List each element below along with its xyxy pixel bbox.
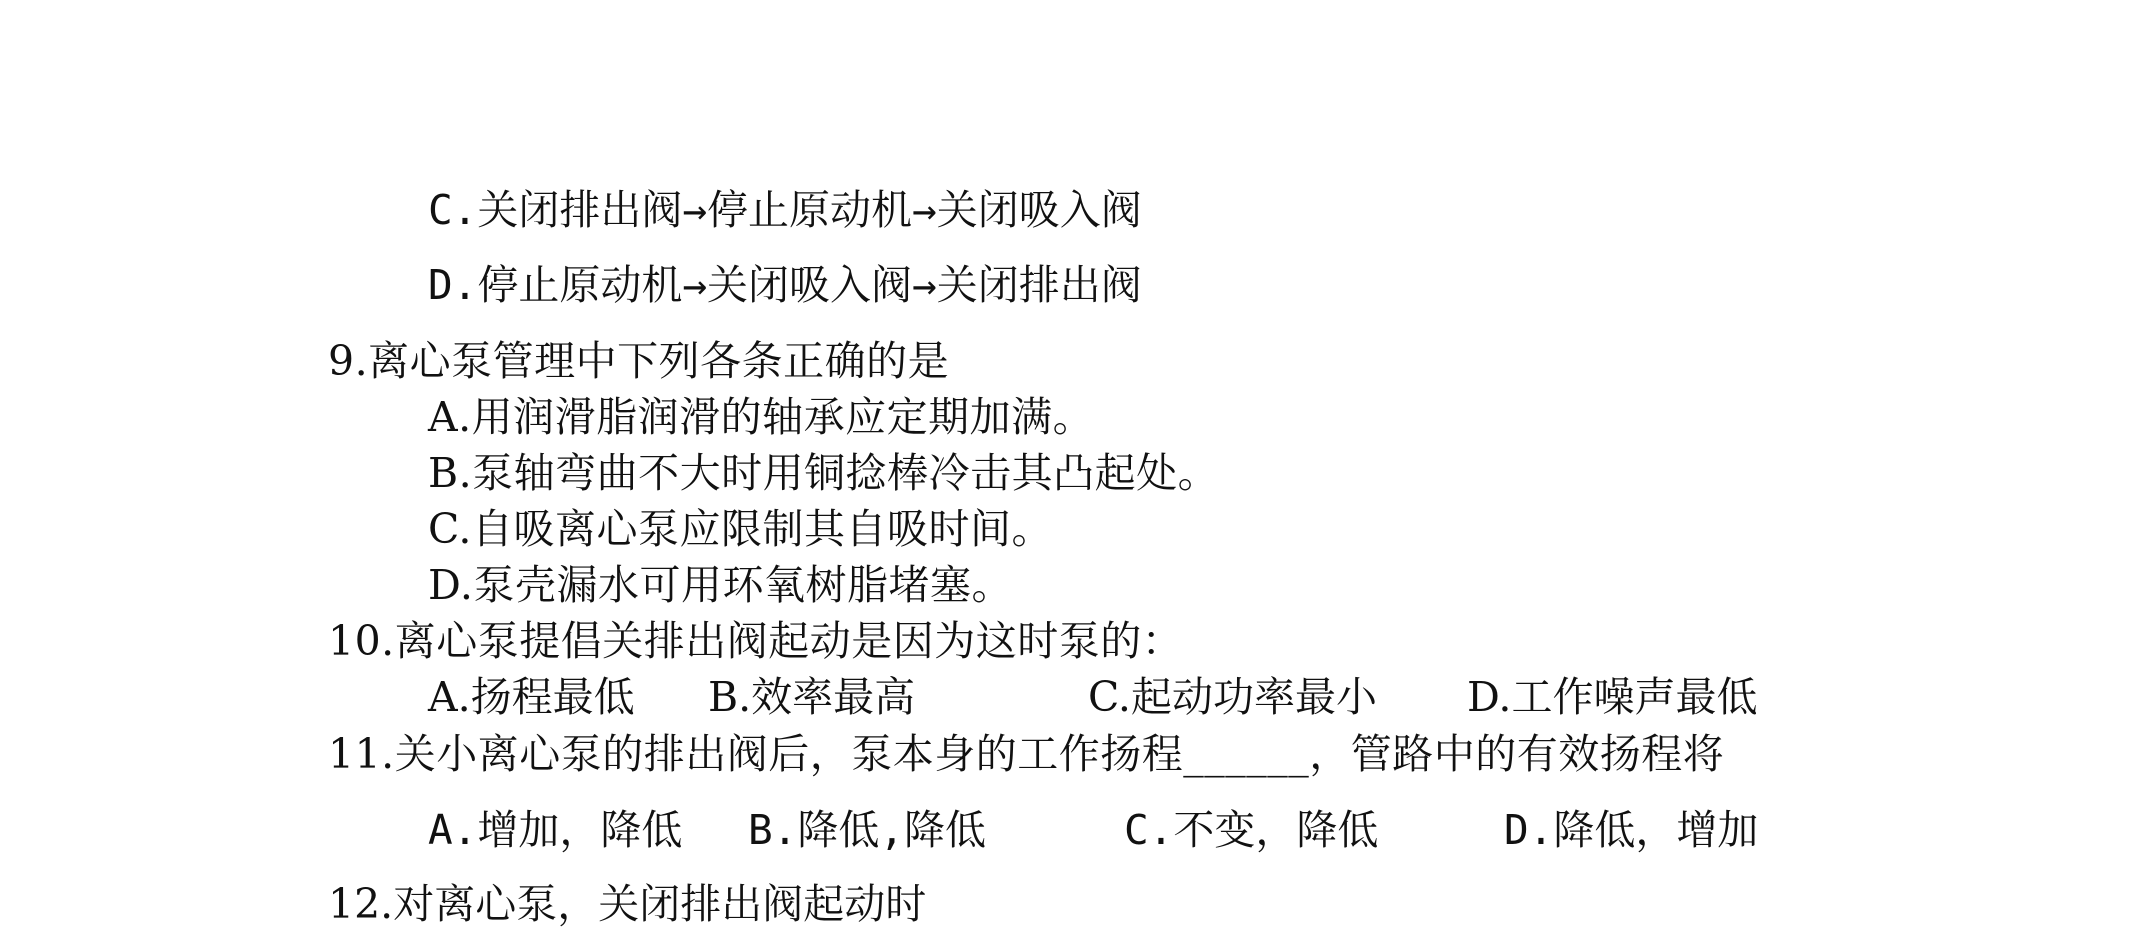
q10-option-d: D.工作噪声最低	[1467, 673, 1758, 721]
q9-option-c: C.自吸离心泵应限制其自吸时间。	[428, 505, 1053, 553]
q10-stem: 10.离心泵提倡关排出阀起动是因为这时泵的：	[328, 617, 1184, 665]
q12-stem: 12.对离心泵，关闭排出阀起动时	[328, 880, 927, 928]
q11-option-b: B.降低,降低	[748, 806, 987, 854]
q9-option-b: B.泵轴弯曲不大时用铜捻棒冷击其凸起处。	[428, 449, 1220, 497]
q10-option-a: A.扬程最低	[428, 673, 635, 721]
q10-option-c: C.起动功率最小	[1088, 673, 1377, 721]
q10-option-b: B.效率最高	[708, 673, 916, 721]
q8-option-d: D.停止原动机→关闭吸入阀→关闭排出阀	[428, 261, 1142, 309]
q8-option-c: C.关闭排出阀→停止原动机→关闭吸入阀	[428, 186, 1142, 234]
q11-option-c: C.不变，降低	[1124, 806, 1379, 854]
q9-option-a: A.用润滑脂润滑的轴承应定期加满。	[428, 393, 1095, 441]
q11-stem: 11.关小离心泵的排出阀后，泵本身的工作扬程______，管路中的有效扬程将	[328, 730, 1725, 778]
q9-stem: 9.离心泵管理中下列各条正确的是	[328, 337, 950, 385]
q11-option-d: D.降低，增加	[1504, 806, 1759, 854]
q12-stem-clipped	[328, 880, 1828, 928]
q11-option-a: A.增加，降低	[428, 806, 683, 854]
q9-option-d: D.泵壳漏水可用环氧树脂堵塞。	[428, 561, 1013, 609]
